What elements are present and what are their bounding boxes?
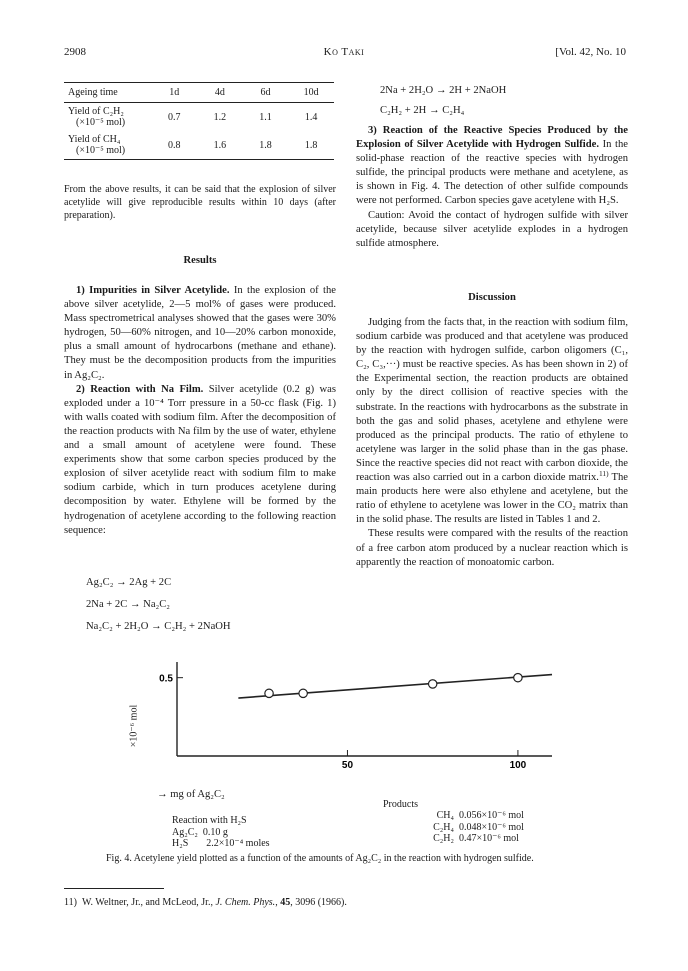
table-cell: 1.8 <box>304 139 318 151</box>
table-cell: 1.8 <box>259 139 272 151</box>
condition-value: 2.2×10⁻⁴ moles <box>206 838 270 849</box>
footnote-pages: , 3096 (1966). <box>290 897 347 908</box>
product-row <box>414 833 524 845</box>
table-cell: 1.4 <box>304 111 318 123</box>
y-axis-title-box <box>124 686 144 766</box>
footnote-volume: 45 <box>280 897 291 908</box>
results-heading: Results <box>183 255 217 266</box>
discussion-heading: Discussion <box>468 292 516 303</box>
conditions-title: Reaction with H₂S <box>172 815 247 826</box>
table-conclusion: From the above results, it can be said that the explosion of silver acetylide will give reproducible results within 10 days (after preparation). <box>64 184 336 221</box>
product-name: C₂H₂ <box>433 833 454 844</box>
running-author: Ko Taki <box>323 46 365 58</box>
paragraph-text: In the solid-phase reaction of the reactive species with hydrogen sulfide, the principal products were methane and acetylene, as is shown in Fig. 4. The detection of other sulfide compounds were not performed. Carbon species gave acetylene with H₂S. <box>356 139 628 207</box>
product-value: 0.048×10⁻⁶ mol <box>459 821 524 833</box>
fit-line <box>238 675 552 699</box>
subsection-heading: 2) Reaction with Na Film. <box>76 383 204 395</box>
table-header-cell: 4d <box>197 83 243 103</box>
products-list <box>414 810 524 845</box>
footnote-separator: , <box>275 897 281 908</box>
product-value: 0.056×10⁻⁶ mol <box>459 810 524 821</box>
equation-3: Na₂C₂ + 2H₂O → C₂H₂ + 2NaOH <box>86 621 231 632</box>
y-axis-title: ×10⁻⁶ mol <box>128 704 140 748</box>
reaction-conditions <box>172 815 270 850</box>
data-point <box>428 680 436 688</box>
equation-5: C₂H₂ + 2H → C₂H₄ <box>380 105 465 116</box>
x-axis-title: → mg of Ag₂C₂ <box>157 789 225 800</box>
table-cell: 0.7 <box>167 111 181 123</box>
product-name: C₂H₄ <box>433 821 454 833</box>
table-header-cell: Ageing time <box>64 83 151 103</box>
x-tick-label: 50 <box>341 760 354 771</box>
equation-4: 2Na + 2H₂O → 2H + 2NaOH <box>380 85 507 96</box>
row-label-unit: (×10⁻⁵ mol) <box>76 117 126 128</box>
paragraph-caution: Caution: Avoid the contact of hydrogen sulfide with silver acetylide, because silver acetylide explodes in a hydrogen sulfide atmosphere. <box>356 209 628 249</box>
condition-row <box>172 838 270 850</box>
table-cell: 1.2 <box>213 111 227 123</box>
product-row <box>414 810 524 822</box>
page-number: 2908 <box>64 46 86 58</box>
footnote <box>64 897 347 908</box>
footnote-number: 11) <box>64 897 77 908</box>
footnote-rule <box>64 888 164 889</box>
row-label-line: Yield of CH₄ <box>68 134 121 145</box>
condition-value: 0.10 g <box>202 826 228 838</box>
data-point <box>514 673 522 681</box>
product-row <box>414 822 524 834</box>
paragraph-text: The main products here were also ethylene and acetylene, but the ratio of ethylene to acetylene was lower in the CO₂ matrix than in the solid phase. The results are listed in Tables 1 and 2. <box>356 472 628 526</box>
reference-marker: 11) <box>598 469 609 479</box>
table-header-cell: 1d <box>151 83 197 103</box>
footnote-authors: W. Weltner, Jr., and McLeod, Jr., <box>81 897 216 908</box>
condition-name: Ag₂C₂ <box>172 826 198 838</box>
product-name: CH₄ <box>436 810 454 821</box>
table-cell: 1.6 <box>213 139 227 151</box>
row-label-line: Yield of C₂H₂ <box>68 106 124 117</box>
subsection-heading: 1) Impurities in Silver Acetylide. <box>76 285 230 296</box>
table-cell: 1.1 <box>259 111 272 123</box>
y-tick-label: 0.5 <box>159 673 173 685</box>
product-value: 0.47×10⁻⁶ mol <box>459 833 519 844</box>
data-point <box>265 689 273 697</box>
row-label-unit: (×10⁻⁵ mol) <box>76 145 126 156</box>
paragraph-text: Judging from the facts that, in the reaction with sodium film, sodium carbide was produced and that acetylene was produced by the reaction with hydrogen sulfide, carbon oligomers (C₁, C₂, C₃,···) must be reactive species. As has been shown in 2) of the Experimental section, the reaction products are obtained only by the direct collision of reactive species with the substrate. In the reactions with hydrocarbons as the substrate in both the gas and solid phases, acetylene and ethylene were produced as the principal products. The ratio of ethylene to acetylene was larger in the solid phase than in the gas phase. Since the reactive species did not react with carbon dioxide, the reaction was also carried out in a carbon dioxide matrix. <box>356 317 628 484</box>
table-header-cell: 6d <box>243 83 289 103</box>
table-cell: 0.8 <box>167 139 181 151</box>
footnote-journal: J. Chem. Phys. <box>215 897 276 908</box>
paragraph-text: In the explosion of the above silver acetylide, 2—5 mol% of gases were produced. Mass spectrometrical analyses showed that the gases were 30% hydrogen, 50—60% nitrogen, and 10—20% carbon monoxide, plus a small amount of hydrocarbons (methane and ethane). They must be the decomposition products from the impurities in Ag₂C₂. <box>64 285 336 381</box>
products-title: Products <box>383 799 418 810</box>
equation-2: 2Na + 2C → Na₂C₂ <box>86 599 170 610</box>
data-point <box>299 689 307 697</box>
condition-row <box>172 827 270 839</box>
x-tick-label: 100 <box>509 760 527 771</box>
table-header-cell: 10d <box>288 83 334 103</box>
condition-name: H₂S <box>172 838 189 849</box>
paragraph-text: Silver acetylide (0.2 g) was exploded under a 10⁻⁴ Torr pressure in a 50-cc flask (Fig. 1) with walls coated with sodium film. After the decomposition of the reaction products with Na film by the use of water, ethylene and a small amount of acetylene were found. These experiments show that some carbon species produced by the explosion of silver acetylide react with sodium film to make sodium carbide, which in turn produces acetylene during decomposition by water. Ethylene will be formed by the hydrogenation of acetylene according to the following reaction sequence: <box>64 383 336 536</box>
subsection-heading: 3) Reaction of the Reactive Species Produced by the Explosion of Silver Acetylide with Hydrogen Sulfide. <box>356 125 628 151</box>
paragraph-discussion-2: These results were compared with the results of the reaction of a free carbon atom produced by a nuclear reaction which is apparently the reaction of monoatomic carbon. <box>356 528 628 568</box>
figure-caption: Fig. 4. Acetylene yield plotted as a function of the amounts of Ag₂C₂ in the reaction with hydrogen sulfide. <box>106 853 534 864</box>
volume-info: [Vol. 42, No. 10 <box>555 46 626 58</box>
equation-1: Ag₂C₂ → 2Ag + 2C <box>86 577 172 588</box>
